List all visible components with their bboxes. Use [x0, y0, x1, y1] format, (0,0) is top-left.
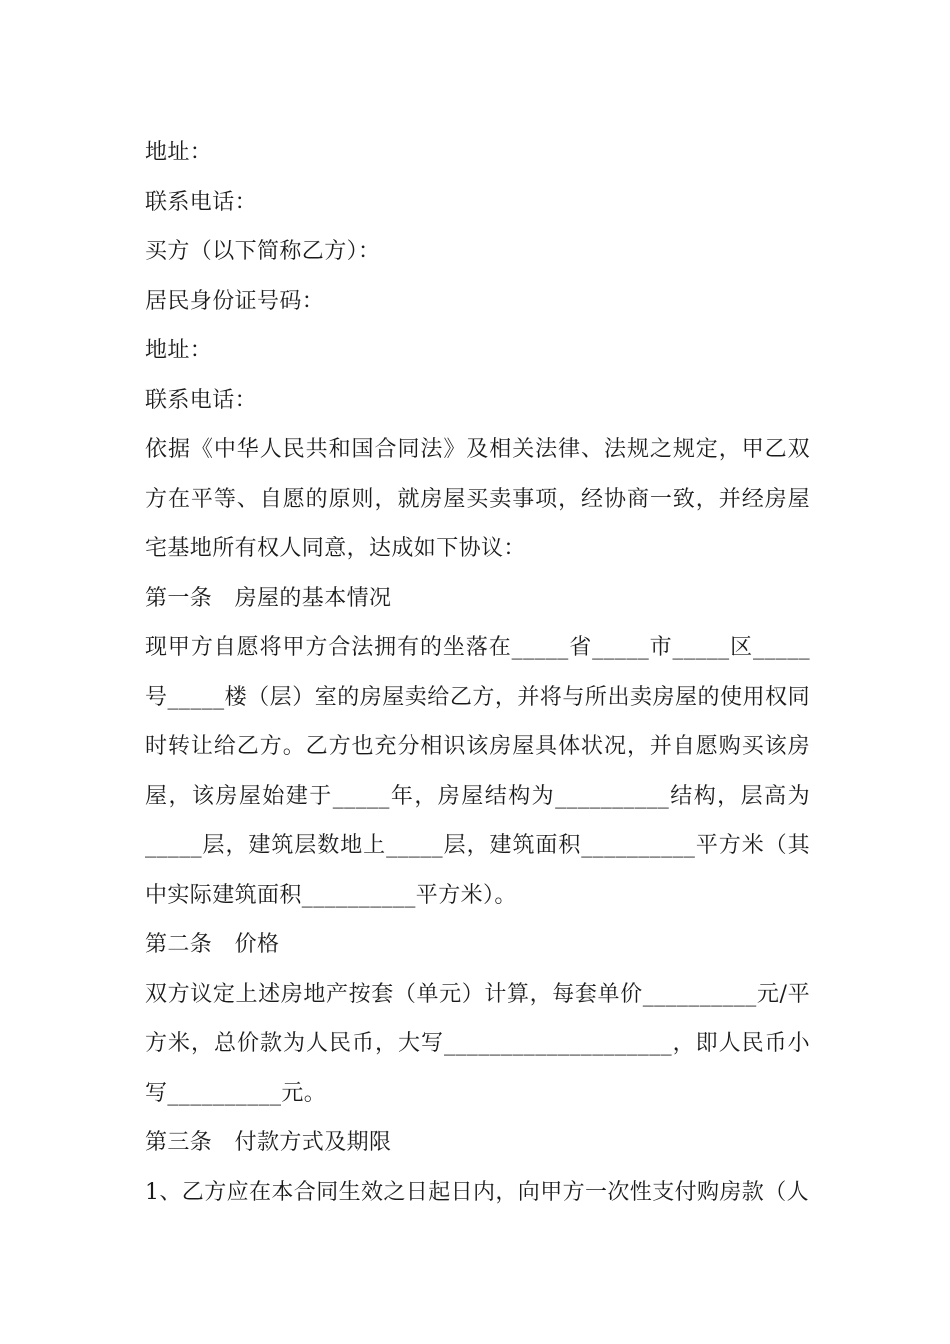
- buyer-id-label: 居民身份证号码：: [145, 288, 325, 314]
- article1-body: 现甲方自愿将甲方合法拥有的坐落在_____省_____市_____区_____号_____楼（层）室的房屋卖给乙方，并将与所出卖房屋的使用权同时转让给乙方。乙方也充分相识该房屋具体状况，并自愿购买该房屋，该房屋始建于_____年，房屋结构为__________结构，层高为_____层，建筑层数地上_____层，建筑面积__________平方米（其中实际建筑面积__________平方米）。: [145, 635, 810, 908]
- contract-body: [145, 128, 810, 1217]
- article2-body: 双方议定上述房地产按套（单元）计算，每套单价__________元/平方米，总价款为人民币，大写____________________，即人民币小写__________元。: [145, 981, 810, 1106]
- seller-address-label: 地址：: [145, 140, 213, 165]
- article3-heading: 第三条 付款方式及期限: [145, 1130, 392, 1155]
- buyer-phone-label: 联系电话：: [145, 387, 258, 413]
- preamble-paragraph: 依据《中华人民共和国合同法》及相关法律、法规之规定，甲乙双方在平等、自愿的原则，就房屋买卖事项，经协商一致，并经房屋宅基地所有权人同意，达成如下协议：: [145, 437, 810, 561]
- article2-heading: 第二条 价格: [145, 932, 280, 957]
- seller-phone-label: 联系电话：: [145, 189, 258, 215]
- buyer-address-label: 地址：: [145, 338, 213, 363]
- buyer-label: 买方（以下简称乙方）：: [145, 239, 381, 264]
- article3-item1: 1、乙方应在本合同生效之日起日内，向甲方一次性支付购房款（人: [145, 1179, 809, 1205]
- article1-heading: 第一条 房屋的基本情况: [145, 585, 392, 611]
